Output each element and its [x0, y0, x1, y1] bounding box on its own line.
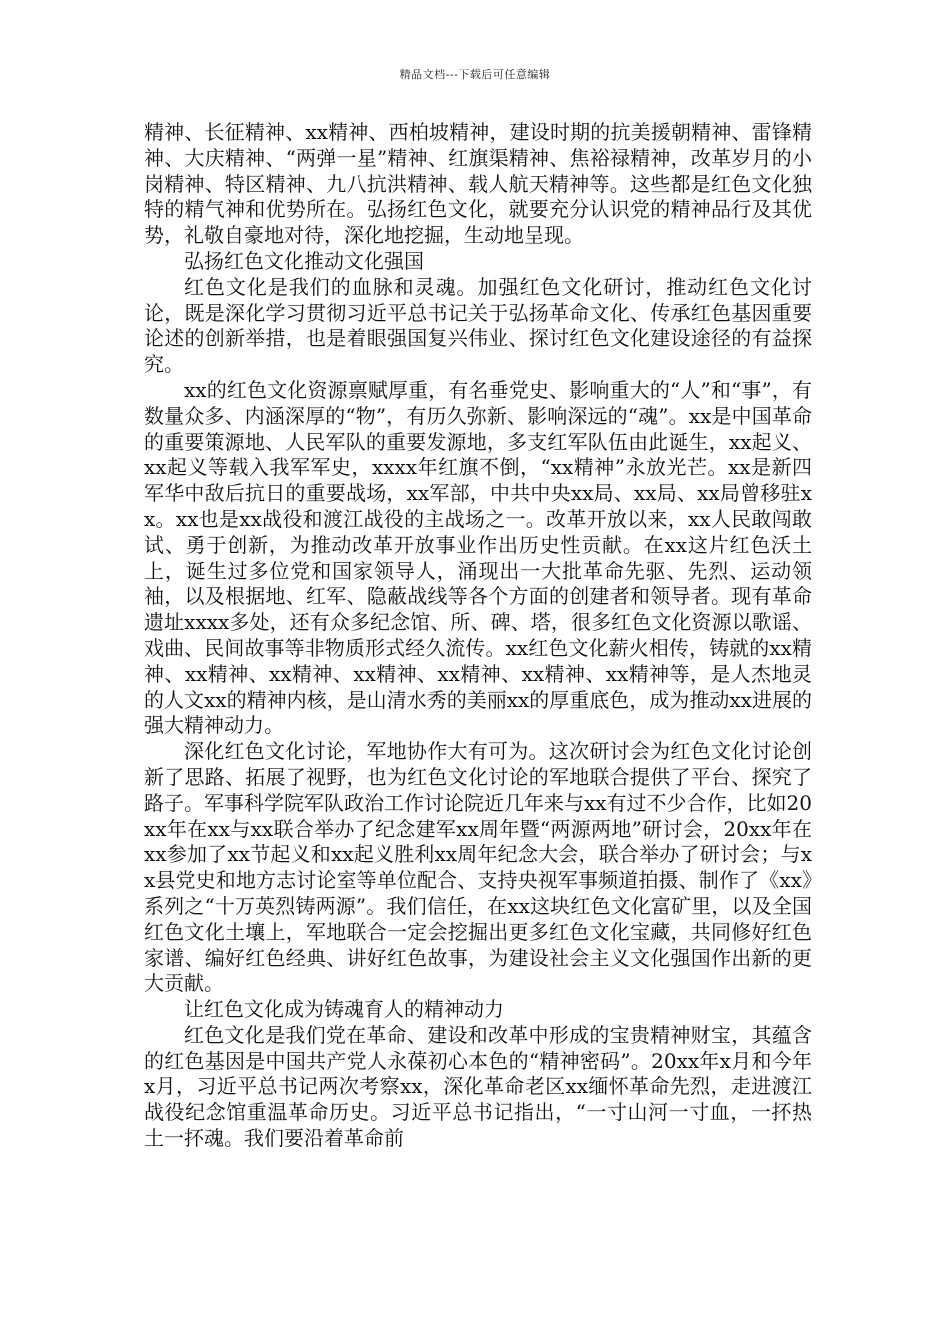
document-body	[144, 120, 812, 1152]
page-header: 精品文档---下载后可任意编辑	[399, 68, 551, 81]
paragraph: 精神、长征精神、xx精神、西柏坡精神，建设时期的抗美援朝精神、雷锋精神、大庆精神、“两弹一星”精神、红旗渠精神、焦裕禄精神，改革岁月的小岗精神、特区精神、九八抗洪精神、载人航天精神等。这些都是红色文化独特的精气神和优势所在。弘扬红色文化，就要充分认识党的精神品行及其优势，礼敬自豪地对待，深化地挖掘，生动地呈现。	[144, 120, 812, 248]
paragraph: xx的红色文化资源禀赋厚重，有名垂党史、影响重大的“人”和“事”，有数量众多、内涵深厚的“物”，有历久弥新、影响深远的“魂”。xx是中国革命的重要策源地、人民军队的重要发源地，多支红军队伍由此诞生，xx起义、xx起义等载入我军军史，xxxx年红旗不倒，“xx精神”永放光芒。xx是新四军华中敌后抗日的重要战场，xx军部，中共中央xx局、xx局、xx局曾移驻xx。xx也是xx战役和渡江战役的主战场之一。改革开放以来，xx人民敢闯敢试、勇于创新，为推动改革开放事业作出历史性贡献。在xx这片红色沃土上，诞生过多位党和国家领导人，涌现出一大批革命先驱、先烈、运动领袖，以及根据地、红军、隐蔽战线等各个方面的创建者和领导者。现有革命遗址xxxx多处，还有众多纪念馆、所、碑、塔，很多红色文化资源以歌谣、戏曲、民间故事等非物质形式经久流传。xx红色文化薪火相传，铸就的xx精神、xx精神、xx精神、xx精神、xx精神、xx精神、xx精神等，是人杰地灵的人文xx的精神内核，是山清水秀的美丽xx的厚重底色，成为推动xx进展的强大精神动力。	[144, 377, 812, 738]
paragraph: 深化红色文化讨论，军地协作大有可为。这次研讨会为红色文化讨论创新了思路、拓展了视野，也为红色文化讨论的军地联合提供了平台、探究了路子。军事科学院军队政治工作讨论院近几年来与xx有过不少合作，比如20xx年在xx与xx联合举办了纪念建军xx周年暨“两源两地”研讨会，20xx年在xx参加了xx节起义和xx起义胜利xx周年纪念大会，联合举办了研讨会；与xx县党史和地方志讨论室等单位配合、支持央视军事频道拍摄、制作了《xx》系列之“十万英烈铸两源”。我们信任，在xx这块红色文化富矿里，以及全国红色文化土壤上，军地联合一定会挖掘出更多红色文化宝藏，共同修好红色家谱、编好红色经典、讲好红色故事，为建设社会主义文化强国作出新的更大贡献。	[144, 739, 813, 996]
section-heading: 让红色文化成为铸魂育人的精神动力	[184, 997, 504, 1022]
section-heading: 弘扬红色文化推动文化强国	[184, 248, 424, 273]
paragraph: 红色文化是我们的血脉和灵魂。加强红色文化研讨，推动红色文化讨论，既是深化学习贯彻习近平总书记关于弘扬革命文化、传承红色基因重要论述的创新举措，也是着眼强国复兴伟业、探讨红色文化建设途径的有益探究。	[144, 274, 812, 377]
paragraph: 红色文化是我们党在革命、建设和改革中形成的宝贵精神财宝，其蕴含的红色基因是中国共产党人永葆初心本色的“精神密码”。20xx年x月和今年x月，习近平总书记两次考察xx，深化革命老区xx缅怀革命先烈，走进渡江战役纪念馆重温革命历史。习近平总书记指出，“一寸山河一寸血，一抔热土一抔魂。我们要沿着革命前	[144, 1022, 812, 1151]
